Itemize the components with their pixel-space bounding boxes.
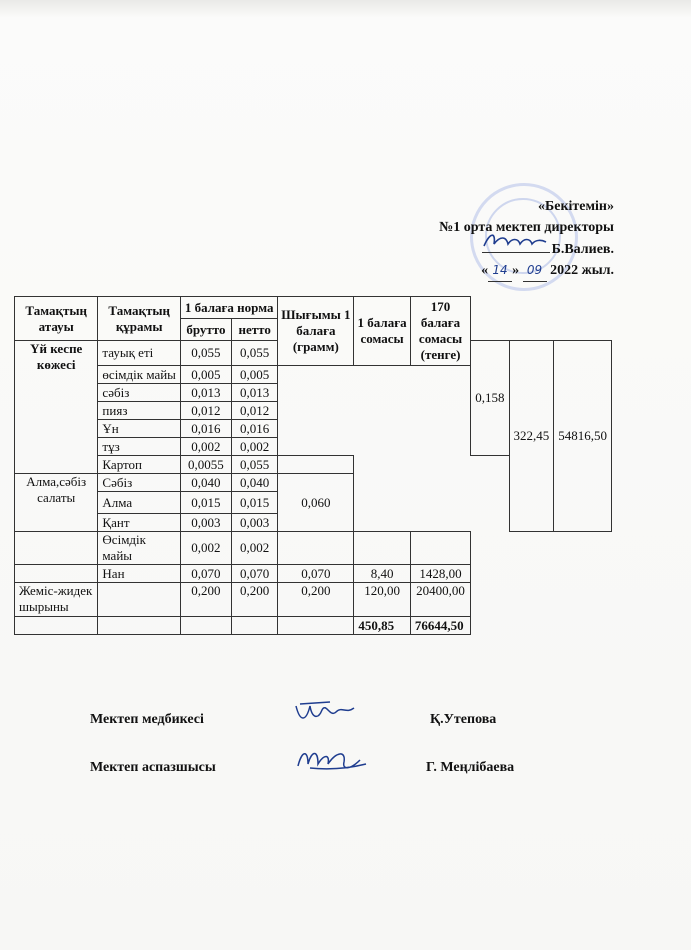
header-dish-name: Тамақтың атауы — [15, 297, 98, 341]
empty-cell — [354, 532, 411, 565]
header-netto: нетто — [231, 319, 278, 341]
dish1-netto: 0,013 — [231, 384, 278, 402]
dish1-netto: 0,002 — [231, 438, 278, 456]
juice-cost-170: 20400,00 — [410, 583, 470, 617]
oil-netto: 0,002 — [231, 532, 278, 565]
bread-cost-one: 8,40 — [354, 565, 411, 583]
date-day: 14 — [488, 260, 512, 282]
dish2-netto: 0,015 — [231, 492, 278, 514]
header-brutto: брутто — [180, 319, 231, 341]
empty-cell — [15, 565, 98, 583]
dish1-cost-one: 322,45 — [509, 341, 554, 532]
header-output: Шығымы 1 балаға (грамм) — [278, 297, 354, 366]
juice-brutto: 0,200 — [180, 583, 231, 617]
totals-row — [15, 617, 612, 635]
director-signature — [482, 238, 550, 253]
dish1-item: тауық еті — [98, 341, 181, 366]
dish2-netto: 0,003 — [231, 514, 278, 532]
bread-netto: 0,070 — [231, 565, 278, 583]
dish1-netto: 0,055 — [231, 341, 278, 366]
dish1-brutto: 0,012 — [180, 402, 231, 420]
header-composition: Тамақтың құрамы — [98, 297, 181, 341]
signer-name: Г. Меңлібаева — [426, 760, 515, 775]
dish1-item: Картоп — [98, 456, 181, 474]
bread-output: 0,070 — [278, 565, 354, 583]
nurse-signature-scribble — [290, 698, 360, 732]
dish1-item: тұз — [98, 438, 181, 456]
juice-cost-one: 120,00 — [354, 583, 411, 617]
dish1-netto: 0,012 — [231, 402, 278, 420]
dish2-brutto: 0,003 — [180, 514, 231, 532]
dish1-item: өсімдік майы — [98, 366, 181, 384]
header-norm: 1 балаға норма — [180, 297, 277, 319]
date-year: 2022 жыл. — [550, 263, 614, 278]
dish2-brutto: 0,015 — [180, 492, 231, 514]
dish2-item: Алма — [98, 492, 181, 514]
dish2-netto: 0,040 — [231, 474, 278, 492]
cook-signature-scribble — [290, 740, 370, 774]
oil-brutto: 0,002 — [180, 532, 231, 565]
dish1-item: пияз — [98, 402, 181, 420]
approval-block — [354, 196, 614, 282]
empty-cell — [278, 456, 354, 474]
oil-row — [15, 532, 612, 565]
dish1-brutto: 0,005 — [180, 366, 231, 384]
juice-output: 0,200 — [278, 583, 354, 617]
bread-brutto: 0,070 — [180, 565, 231, 583]
empty-cell — [98, 583, 181, 617]
empty-cell — [278, 617, 354, 635]
dish1-name: Үй кеспе көжесі — [15, 341, 98, 474]
dish1-brutto: 0,0055 — [180, 456, 231, 474]
dish1-brutto: 0,013 — [180, 384, 231, 402]
dish1-netto: 0,055 — [231, 456, 278, 474]
header-cost-170: 170 балаға сомасы (тенге) — [410, 297, 470, 366]
date-close-quote: » — [512, 263, 520, 278]
dish2-brutto: 0,040 — [180, 474, 231, 492]
approval-signature-line — [354, 238, 614, 260]
juice-netto: 0,200 — [231, 583, 278, 617]
dish1-netto: 0,005 — [231, 366, 278, 384]
director-signature-scribble — [480, 230, 550, 252]
dish1-cost-170: 54816,50 — [554, 341, 612, 532]
empty-cell — [15, 617, 98, 635]
menu-table — [14, 296, 612, 635]
date-open-quote: « — [481, 263, 489, 278]
oil-item: Өсімдік майы — [98, 532, 181, 565]
dish1-brutto: 0,055 — [180, 341, 231, 366]
empty-cell — [180, 617, 231, 635]
empty-cell — [15, 532, 98, 565]
empty-cell — [278, 532, 354, 565]
empty-cell — [98, 617, 181, 635]
juice-row — [15, 583, 612, 617]
total-cost-170: 76644,50 — [410, 617, 470, 635]
total-cost-one: 450,85 — [354, 617, 411, 635]
approval-date — [354, 260, 614, 282]
header-cost-one: 1 балаға сомасы — [354, 297, 411, 366]
header-row-1 — [15, 297, 612, 319]
dish2-item: Сәбіз — [98, 474, 181, 492]
dish1-item: сәбіз — [98, 384, 181, 402]
dish1-netto: 0,016 — [231, 420, 278, 438]
dish2-output: 0,060 — [278, 474, 354, 532]
date-month: 09 — [523, 260, 547, 282]
dish1-item: Ұн — [98, 420, 181, 438]
dish2-item: Қант — [98, 514, 181, 532]
dish2-name: Алма,сәбіз салаты — [15, 474, 98, 532]
dish1-output: 0,158 — [471, 341, 509, 456]
signer-role: Мектеп медбикесі — [90, 712, 204, 727]
signer-name: Қ.Утепова — [430, 712, 497, 727]
director-name: Б.Валиев. — [551, 242, 614, 257]
signer-role: Мектеп аспазшысы — [90, 760, 216, 775]
empty-cell — [231, 617, 278, 635]
approval-position: №1 орта мектеп директоры — [439, 220, 614, 235]
empty-cell — [410, 532, 470, 565]
bread-cost-170: 1428,00 — [410, 565, 470, 583]
bread-item: Нан — [98, 565, 181, 583]
bread-row — [15, 565, 612, 583]
dish1-brutto: 0,002 — [180, 438, 231, 456]
dish1-brutto: 0,016 — [180, 420, 231, 438]
signer-cook — [90, 754, 550, 796]
paper-fold-shadow — [0, 0, 691, 18]
signers-block — [90, 712, 550, 796]
approval-heading: «Бекітемін» — [537, 199, 614, 214]
juice-name: Жеміс-жидек шырыны — [15, 583, 98, 617]
